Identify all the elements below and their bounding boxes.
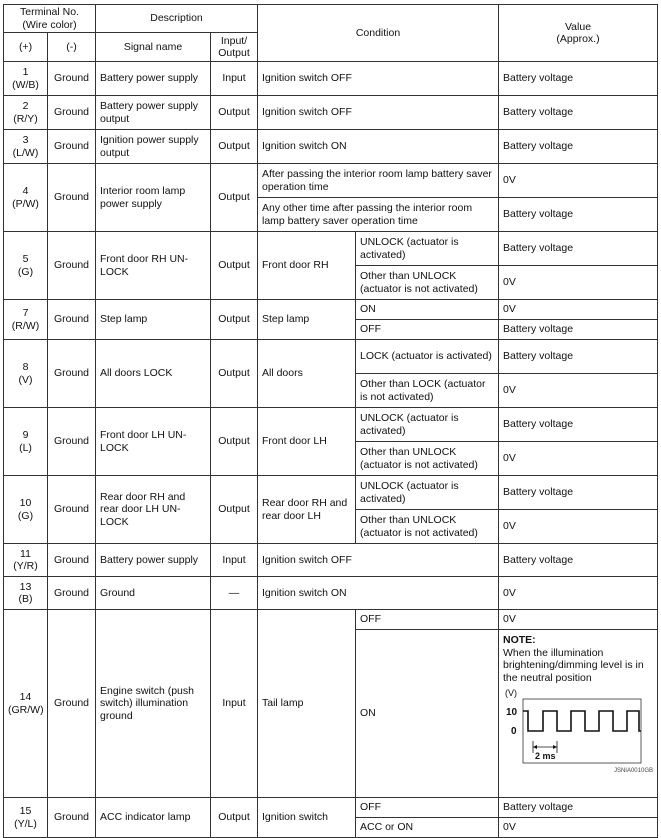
value-cell: Battery voltage xyxy=(499,408,658,442)
waveform-scale-label: 2 ms xyxy=(535,750,556,761)
signal-name-cell: Battery power supply xyxy=(96,544,211,577)
condition-sub-cell: OFF xyxy=(356,798,499,818)
value-cell: Battery voltage xyxy=(499,130,658,164)
wire-color: (V) xyxy=(18,373,33,386)
terminal-cell xyxy=(4,577,48,610)
header-row xyxy=(4,5,658,33)
io-cell: Output xyxy=(211,476,258,544)
value-cell: Battery voltage xyxy=(499,340,658,374)
condition-sub-cell: OFF xyxy=(356,320,499,340)
signal-name-cell: Step lamp xyxy=(96,300,211,340)
signal-name-cell: Battery power supply output xyxy=(96,96,211,130)
table-row-terminal-1 xyxy=(4,62,658,96)
wire-color: (P/W) xyxy=(12,197,39,210)
condition-sub-cell: UNLOCK (actuator is activated) xyxy=(356,232,499,266)
terminal-spec-table xyxy=(3,4,658,838)
terminal-number: 15 xyxy=(19,805,32,818)
condition-sub-cell: Other than UNLOCK (actuator is not activated) xyxy=(356,266,499,300)
signal-name-cell: All doors LOCK xyxy=(96,340,211,408)
value-cell: Battery voltage xyxy=(499,96,658,130)
wire-color: (G) xyxy=(17,509,34,522)
condition-main-cell: Front door RH xyxy=(258,232,356,300)
terminal-cell xyxy=(4,300,48,340)
terminal-number: 10 xyxy=(19,497,32,510)
header-terminal-no xyxy=(4,5,96,33)
minus-cell: Ground xyxy=(48,96,96,130)
header-signal-name: Signal name xyxy=(96,33,211,62)
condition-cell: Ignition switch OFF xyxy=(258,96,499,130)
wire-color: (Y/R) xyxy=(13,560,38,573)
signal-name-cell: Front door RH UN-LOCK xyxy=(96,232,211,300)
wire-color: (L/W) xyxy=(12,146,39,159)
minus-cell: Ground xyxy=(48,130,96,164)
condition-cell: Ignition switch ON xyxy=(258,130,499,164)
value-cell: 0V xyxy=(499,610,658,630)
wire-color: (B) xyxy=(18,593,33,606)
condition-sub-cell: OFF xyxy=(356,610,499,630)
terminal-number: 14 xyxy=(19,691,32,704)
minus-cell: Ground xyxy=(48,610,96,798)
condition-cell: After passing the interior room lamp battery saver operation time xyxy=(258,164,499,198)
io-cell: Output xyxy=(211,408,258,476)
table-row-terminal-4 xyxy=(4,164,658,198)
condition-cell: Ignition switch ON xyxy=(258,577,499,610)
signal-name-cell: Interior room lamp power supply xyxy=(96,164,211,232)
value-cell: 0V xyxy=(499,164,658,198)
terminal-cell xyxy=(4,798,48,838)
table-row-terminal-11 xyxy=(4,544,658,577)
header-minus: (-) xyxy=(48,33,96,62)
condition-sub-cell: ACC or ON xyxy=(356,818,499,838)
table-row-terminal-10 xyxy=(4,476,658,510)
condition-main-cell: Step lamp xyxy=(258,300,356,340)
terminal-number: 2 xyxy=(22,100,29,113)
condition-sub-cell: ON xyxy=(356,300,499,320)
terminal-cell xyxy=(4,476,48,544)
io-cell: Output xyxy=(211,798,258,838)
io-cell: Output xyxy=(211,164,258,232)
header-input-output xyxy=(211,33,258,62)
value-cell: 0V xyxy=(499,300,658,320)
table-row-terminal-8 xyxy=(4,340,658,374)
terminal-cell xyxy=(4,408,48,476)
terminal-number: 8 xyxy=(22,361,29,374)
condition-sub-cell: LOCK (actuator is activated) xyxy=(356,340,499,374)
terminal-cell xyxy=(4,610,48,798)
value-cell: 0V xyxy=(499,374,658,408)
condition-sub-cell: Other than UNLOCK (actuator is not activated) xyxy=(356,442,499,476)
terminal-cell xyxy=(4,340,48,408)
waveform-graph xyxy=(503,689,653,767)
terminal-number: 4 xyxy=(22,185,29,198)
table-row-terminal-14 xyxy=(4,610,658,630)
value-cell: Battery voltage xyxy=(499,198,658,232)
value-cell: 0V xyxy=(499,442,658,476)
value-note-cell xyxy=(499,630,658,798)
header-input-output-1: Input/ xyxy=(220,34,248,47)
io-cell: Output xyxy=(211,130,258,164)
wire-color: (G) xyxy=(17,265,34,278)
terminal-number: 9 xyxy=(22,429,29,442)
minus-cell: Ground xyxy=(48,300,96,340)
signal-name-cell: Ground xyxy=(96,577,211,610)
signal-name-cell: ACC indicator lamp xyxy=(96,798,211,838)
minus-cell: Ground xyxy=(48,798,96,838)
terminal-cell xyxy=(4,544,48,577)
value-cell: Battery voltage xyxy=(499,476,658,510)
wire-color: (R/Y) xyxy=(13,112,38,125)
header-value-label: Value xyxy=(564,20,592,33)
condition-main-cell: All doors xyxy=(258,340,356,408)
io-cell: — xyxy=(211,577,258,610)
table-row-terminal-13 xyxy=(4,577,658,610)
terminal-number: 13 xyxy=(19,580,32,593)
minus-cell: Ground xyxy=(48,232,96,300)
wire-color: (Y/L) xyxy=(14,817,37,830)
table-row-terminal-5 xyxy=(4,232,658,266)
terminal-number: 3 xyxy=(22,134,29,147)
header-terminal-no-label: Terminal No. xyxy=(20,6,79,18)
terminal-cell xyxy=(4,164,48,232)
condition-main-cell: Front door LH xyxy=(258,408,356,476)
io-cell: Input xyxy=(211,544,258,577)
terminal-number: 5 xyxy=(22,253,29,266)
terminal-cell xyxy=(4,130,48,164)
table-row-terminal-15 xyxy=(4,798,658,818)
wire-color: (L) xyxy=(19,441,32,454)
terminal-cell xyxy=(4,96,48,130)
signal-name-cell: Rear door RH and rear door LH UN-LOCK xyxy=(96,476,211,544)
minus-cell: Ground xyxy=(48,408,96,476)
io-cell: Output xyxy=(211,340,258,408)
value-cell: Battery voltage xyxy=(499,320,658,340)
condition-sub-cell: Other than LOCK (actuator is not activated) xyxy=(356,374,499,408)
value-cell: 0V xyxy=(499,818,658,838)
minus-cell: Ground xyxy=(48,62,96,96)
condition-sub-cell: Other than UNLOCK (actuator is not activated) xyxy=(356,510,499,544)
minus-cell: Ground xyxy=(48,164,96,232)
value-cell: 0V xyxy=(499,577,658,610)
waveform-figure xyxy=(503,689,653,767)
waveform-unit-label: (V) xyxy=(505,688,517,698)
condition-sub-cell: ON xyxy=(356,630,499,798)
io-cell: Input xyxy=(211,610,258,798)
condition-main-cell: Ignition switch xyxy=(258,798,356,838)
signal-name-cell: Front door LH UN-LOCK xyxy=(96,408,211,476)
value-cell: 0V xyxy=(499,266,658,300)
header-value xyxy=(499,5,658,62)
wire-color: (R/W) xyxy=(11,319,40,332)
condition-main-cell: Tail lamp xyxy=(258,610,356,798)
condition-main-cell: Rear door RH and rear door LH xyxy=(258,476,356,544)
signal-name-cell: Battery power supply xyxy=(96,62,211,96)
table-row-terminal-7 xyxy=(4,300,658,320)
terminal-spec-document xyxy=(3,4,658,838)
minus-cell: Ground xyxy=(48,340,96,408)
io-cell: Input xyxy=(211,62,258,96)
value-cell: Battery voltage xyxy=(499,798,658,818)
note-heading: NOTE: xyxy=(503,634,536,647)
terminal-number: 7 xyxy=(22,307,29,320)
header-input-output-2: Output xyxy=(218,47,250,60)
note-text: When the illumination brightening/dimming level is in the neutral position xyxy=(503,646,644,684)
condition-cell: Ignition switch OFF xyxy=(258,544,499,577)
minus-cell: Ground xyxy=(48,577,96,610)
value-cell: Battery voltage xyxy=(499,544,658,577)
value-cell: Battery voltage xyxy=(499,232,658,266)
table-row-terminal-2 xyxy=(4,96,658,130)
io-cell: Output xyxy=(211,232,258,300)
header-description: Description xyxy=(96,5,258,33)
waveform-y-high-label: 10 xyxy=(506,706,518,718)
header-condition: Condition xyxy=(258,5,499,62)
terminal-number: 1 xyxy=(22,66,29,79)
header-wire-color-label: (Wire color) xyxy=(22,18,77,31)
minus-cell: Ground xyxy=(48,476,96,544)
condition-sub-cell: UNLOCK (actuator is activated) xyxy=(356,476,499,510)
figure-reference-code: JSNIA0010GB xyxy=(613,767,653,774)
wire-color: (GR/W) xyxy=(8,703,44,716)
value-cell: 0V xyxy=(499,510,658,544)
header-approx-label: (Approx.) xyxy=(556,33,600,46)
header-plus: (+) xyxy=(4,33,48,62)
condition-cell: Ignition switch OFF xyxy=(258,62,499,96)
condition-cell: Any other time after passing the interior room lamp battery saver operation time xyxy=(258,198,499,232)
terminal-cell xyxy=(4,62,48,96)
table-row-terminal-9 xyxy=(4,408,658,442)
io-cell: Output xyxy=(211,96,258,130)
table-row-terminal-3 xyxy=(4,130,658,164)
terminal-cell xyxy=(4,232,48,300)
signal-name-cell: Engine switch (push switch) illumination ground xyxy=(96,610,211,798)
terminal-number: 11 xyxy=(20,547,31,560)
wire-color: (W/B) xyxy=(12,78,39,91)
minus-cell: Ground xyxy=(48,544,96,577)
condition-sub-cell: UNLOCK (actuator is activated) xyxy=(356,408,499,442)
signal-name-cell: Ignition power supply output xyxy=(96,130,211,164)
io-cell: Output xyxy=(211,300,258,340)
value-cell: Battery voltage xyxy=(499,62,658,96)
waveform-y-low-label: 0 xyxy=(511,725,517,737)
